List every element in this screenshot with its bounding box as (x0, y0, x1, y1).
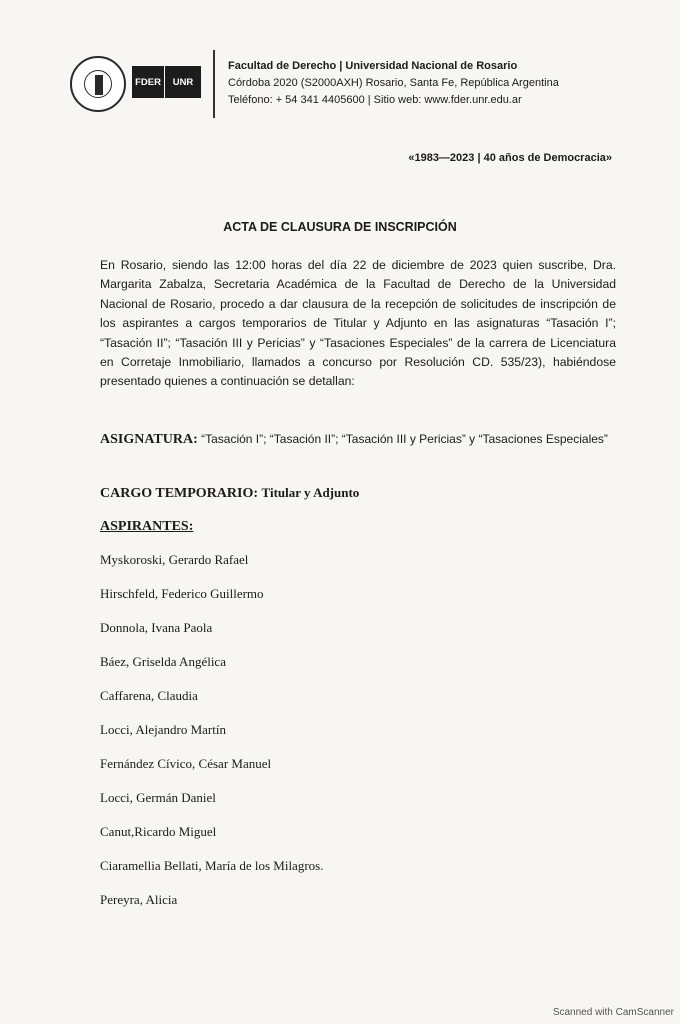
institution-name: Facultad de Derecho | Universidad Nacional de Rosario (228, 60, 518, 72)
letterhead (70, 50, 630, 120)
list-item: Fernández Cívico, César Manuel (100, 756, 272, 771)
list-item: Pereyra, Alicia (100, 892, 178, 907)
institution-info (228, 58, 559, 109)
aspirantes-list (100, 551, 323, 925)
cargo-label: CARGO TEMPORARIO: (100, 486, 259, 501)
democracy-motto: «1983—2023 | 40 años de Democracia» (408, 152, 612, 164)
institution-contact: Teléfono: + 54 341 4405600 | Sitio web: www.fder.unr.edu.ar (228, 94, 522, 106)
list-item: Locci, Germán Daniel (100, 790, 216, 805)
cargo-block (100, 485, 359, 502)
list-item: Myskoroski, Gerardo Rafael (100, 552, 249, 567)
list-item: Canut,Ricardo Miguel (100, 824, 217, 839)
aspirantes-heading: ASPIRANTES: (100, 519, 194, 534)
list-item: Locci, Alejandro Martín (100, 722, 226, 737)
list-item: Caffarena, Claudia (100, 688, 198, 703)
unr-logo: UNR (165, 66, 201, 98)
scanner-watermark: Scanned with CamScanner (552, 1007, 674, 1018)
asignatura-value: “Tasación I”; “Tasación II”; “Tasación III y Pericias” y “Tasaciones Especiales” (201, 432, 608, 446)
list-item: Hirschfeld, Federico Guillermo (100, 586, 264, 601)
list-item: Donnola, Ivana Paola (100, 620, 213, 635)
asignatura-label: ASIGNATURA: (100, 432, 198, 447)
list-item: Ciaramellia Bellati, María de los Milagros. (100, 858, 324, 873)
list-item: Báez, Griselda Angélica (100, 654, 226, 669)
asignatura-block (100, 430, 620, 449)
unr-seal-logo (70, 56, 126, 112)
body-paragraph: En Rosario, siendo las 12:00 horas del día 22 de diciembre de 2023 quien suscribe, Dra. Margarita Zabalza, Secretaria Académica de la Facultad de Derecho de la Universidad Nacional de Rosario, procedo a dar clausura de la recepción de solicitudes de inscripción de los aspirantes a cargos temporarios de Titular y Adjunto en las asignaturas “Tasación I”; “Tasación II”; “Tasación III y Pericias” y “Tasaciones Especiales” de la carrera de Licenciatura en Corretaje Inmobiliario, llamados a concurso por Resolución CD. 535/23), habiéndose presentado quienes a continuación se detallan: (100, 258, 616, 389)
cargo-value: Titular y Adjunto (261, 485, 360, 500)
institution-address: Córdoba 2020 (S2000AXH) Rosario, Santa Fe, República Argentina (228, 77, 559, 89)
document-title: ACTA DE CLAUSURA DE INSCRIPCIÓN (223, 220, 457, 234)
header-divider (213, 50, 215, 118)
fder-logo: FDER (132, 66, 164, 98)
